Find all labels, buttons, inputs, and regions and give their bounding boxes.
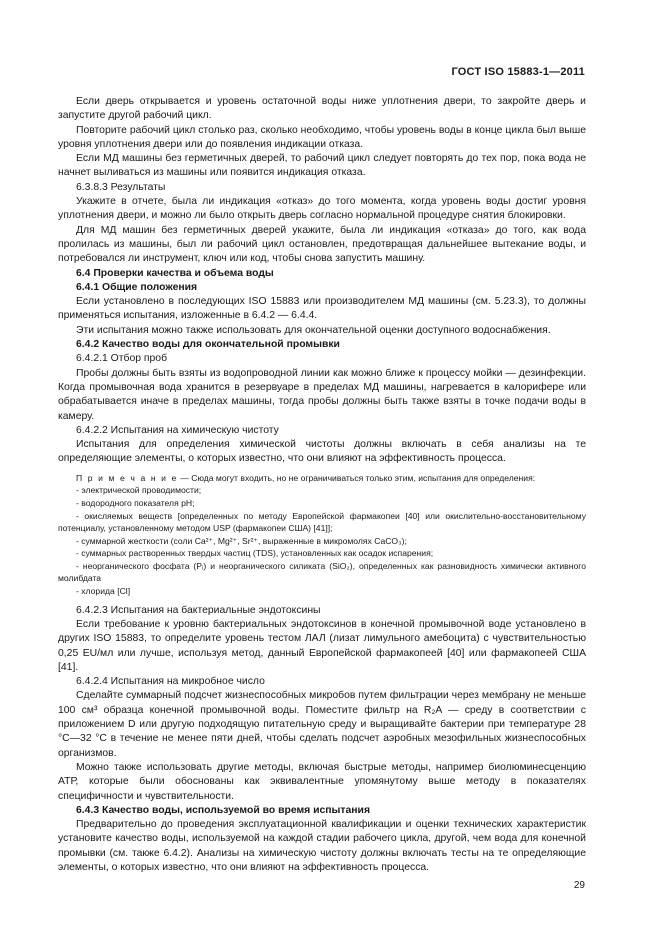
paragraph: Повторите рабочий цикл столько раз, сколько необходимо, чтобы уровень воды в конце цикла был выше уровня уплотнения двери или до появления индикации отказа. — [58, 124, 586, 150]
section-heading: 6.3.8.3 Результаты — [76, 181, 166, 193]
note-intro — [58, 472, 586, 485]
paragraph: Испытания для определения химической чистоты должны включать в себя анализы на те определяющие элементы, о которых известно, что они влияют на эффективность процесса. — [58, 439, 586, 465]
paragraph: Если требование к уровню бактериальных эндотоксинов в конечной промывочной воде установлено в других ISO 15883, то определите уровень тестом ЛАЛ (лизат лимульного амебоцита) с чувствительностью 0,25 EU/мл или лучше, используя метод, данный Европейской фармакопеей [40] или фармакопеей США [41]. — [58, 618, 586, 673]
paragraph: Если МД машины без герметичных дверей, то рабочий цикл следует повторять до тех пор, пока вода не начнет выливаться из машины или появится индикация отказа. — [58, 153, 586, 179]
paragraph: Для МД машин без герметичных дверей укажите, была ли индикация «отказа» до того, как вода пролилась из машины, был ли рабочий цикл остановлен, предотвращая дальнейшее вытекание воды, и потребовался ли инструмент, ключ или код, чтобы снова запустить машину. — [58, 224, 586, 265]
note-item: - окисляемых веществ [определенных по методу Европейской фармакопеи [40] или окислительно-восстановительному потенциалу, установленному методом USP (фармакопеи США) [41]]; — [58, 510, 586, 534]
note-item: - хлорида [Cl] — [76, 586, 131, 597]
paragraph: Если дверь открывается и уровень остаточной воды ниже уплотнения двери, то закройте дверь и запустите другой рабочий цикл. — [58, 96, 586, 122]
paragraph: Если установлено в последующих ISO 15883 или производителем МД машины (см. 5.23.3), то должны применяться испытания, изложенные в 6.4.2 — 6.4.4. — [58, 296, 586, 322]
section-heading: 6.4 Проверки качества и объема воды — [76, 267, 274, 279]
paragraph: Укажите в отчете, была ли индикация «отказ» до того момента, когда уровень воды достиг уровня уплотнения двери, и можно ли было открыть дверь согласно нормальной процедуре снятия блокировки. — [58, 196, 586, 222]
section-heading: 6.4.2 Качество воды для окончательной промывки — [76, 339, 340, 351]
section-heading: 6.4.3 Качество воды, используемой во время испытания — [76, 804, 371, 816]
note-block — [58, 472, 586, 598]
section-heading: 6.4.2.4 Испытания на микробное число — [76, 676, 265, 688]
paragraph: Пробы должны быть взяты из водопроводной линии как можно ближе к процессу мойки — дезинфекции. Когда промывочная вода хранится в резервуаре в пределах МД машины, нагревается в калорифере или обрабатывается иначе в пределах машины, тогда пробы должны быть также взяты в точке подачи воды в камеру. — [58, 367, 586, 422]
note-item: - суммарных растворенных твердых частиц (TDS), установленных как осадок испарения; — [76, 548, 434, 559]
note-label: П р и м е ч а н и е — [76, 472, 178, 483]
note-item: - электрической проводимости; — [76, 485, 202, 496]
section-heading: 6.4.2.1 Отбор проб — [76, 353, 168, 365]
paragraph: Предварительно до проведения эксплуатационной квалификации и оценки технических характеристик установите качество воды, используемой на каждой стадии рабочего цикла, другой, чем вода для конечной промывки (см. также 6.4.2). Анализы на химическую чистоту должны включать тесты на те определяющие элементы, о которых известно, что они влияют на эффективность процесса. — [58, 819, 586, 873]
page-number: 29 — [573, 880, 585, 891]
section-heading: 6.4.2.3 Испытания на бактериальные эндотоксины — [76, 604, 321, 616]
document-header: ГОСТ ISO 15883-1—2011 — [451, 66, 585, 78]
section-heading: 6.4.1 Общие положения — [76, 281, 198, 293]
note-item: - суммарной жесткости (соли Ca²⁺, Mg²⁺, Sr²⁺, выраженные в микромолях CaCO₃); — [76, 535, 407, 546]
note-intro-text: — Сюда могут входить, но не ограничиваться только этим, испытания для определения: — [177, 472, 536, 483]
paragraph: Эти испытания можно также использовать для окончательной оценки доступного водоснабжения. — [76, 324, 551, 336]
paragraph: Сделайте суммарный подсчет жизнеспособных микробов путем фильтрации через мембрану не меньше 100 см³ образца конечной промывочной воды. Поместите фильтр на R₂A — среду в соответствии с приложением D или другую подходящую питательную среду и выращивайте бактерии при температуре 28 °С—32 °С в течение не менее пяти дней, чтобы сделать подсчет аэробных мезофильных жизнеспособных организмов. — [58, 690, 586, 759]
page-content — [58, 95, 586, 875]
paragraph: Можно также использовать другие методы, включая быстрые методы, например биолюминесценцию АТР, которые были обоснованы как эквивалентные упомянутому выше методу в показателях специфичности и чувствительности. — [58, 761, 586, 802]
note-item: - водородного показателя pH; — [76, 497, 195, 508]
section-heading: 6.4.2.2 Испытания на химическую чистоту — [76, 424, 279, 436]
note-item: - неорганического фосфата (Pᵢ) и неорганического силиката (SiO₂), определенных как разновидность химически активного молибдата — [58, 560, 586, 584]
